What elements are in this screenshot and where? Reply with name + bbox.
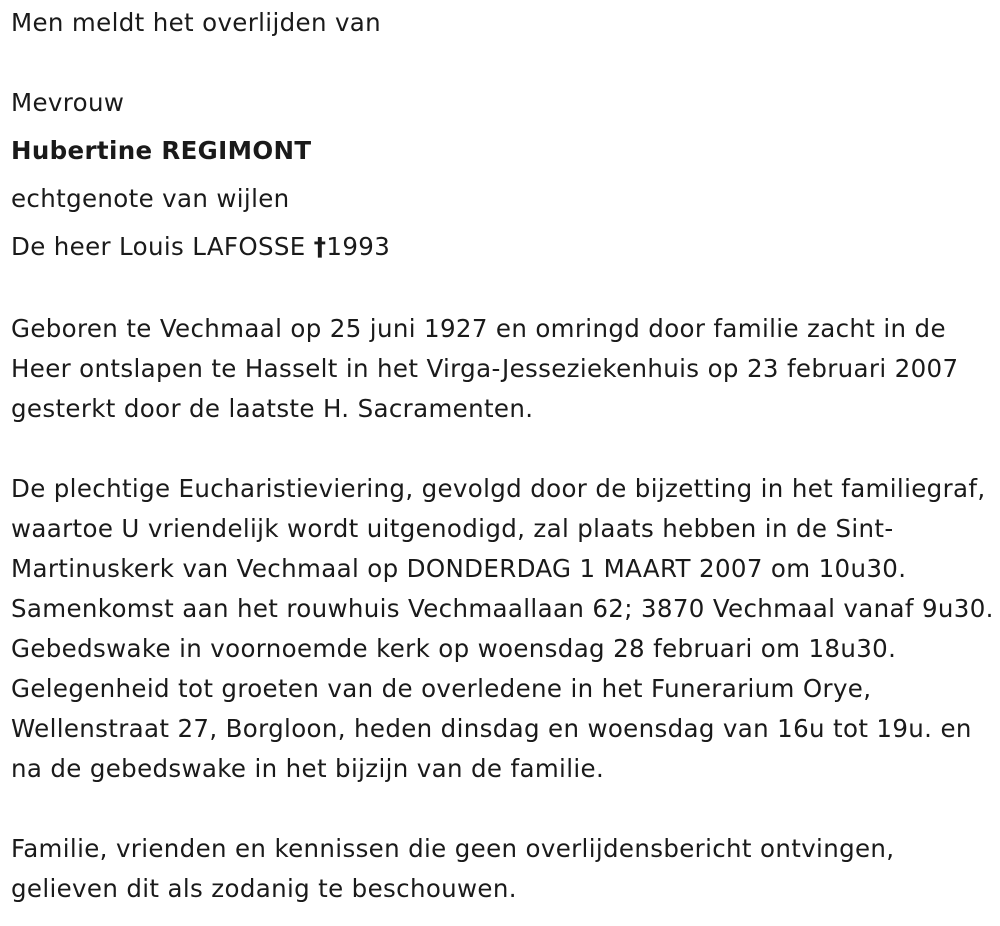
salutation: Mevrouw [11,88,125,117]
relation-line: echtgenote van wijlen [11,184,290,213]
birth-paragraph: Geboren te Vechmaal op 25 juni 1927 en omringd door familie zacht in de Heer ontslapen te Hasselt in het Virga-Jesseziekenhuis op 23 februari 2007 gesterkt door de laatste H. Sacramenten. [11,314,959,423]
intro-line: Men meldt het overlijden van [11,8,382,37]
spouse-line [11,232,390,261]
spouse-death-year: 1993 [326,232,391,261]
service-paragraph: De plechtige Eucharistieviering, gevolgd door de bijzetting in het familiegraf, waartoe U vriendelijk wordt uitgenodigd, zal plaats hebben in de Sint-Martinuskerk van Vechmaal op DONDERDAG 1 MAART 2007 om 10u30. Samenkomst aan het rouwhuis Vechmaallaan 62; 3870 Vechmaal vanaf 9u30. Gebedswake in voornoemde kerk op woensdag 28 februari om 18u30. Gelegenheid tot groeten van de overledene in het Funerarium Orye, Wellenstraat 27, Borgloon, heden dinsdag en woensdag van 16u tot 19u. en na de gebedswake in het bijzijn van de familie. [11,474,994,783]
deceased-name: Hubertine REGIMONT [11,136,312,165]
closing-paragraph: Familie, vrienden en kennissen die geen overlijdensbericht ontvingen, gelieven dit als zodanig te beschouwen. [11,834,895,903]
cross-icon: † [313,232,327,261]
spouse-name: De heer Louis LAFOSSE [11,232,314,261]
